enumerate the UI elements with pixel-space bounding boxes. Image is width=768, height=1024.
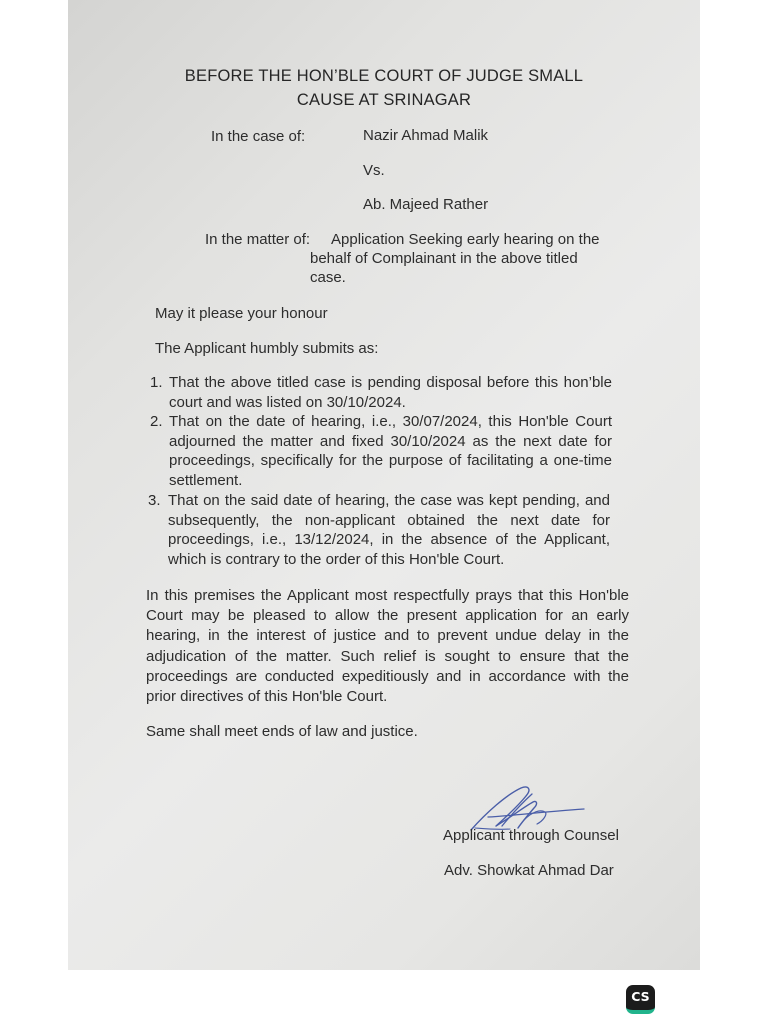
prayer-paragraph: In this premises the Applicant most respectfully prays that this Hon'ble Court may be pleased to allow the present application for an early hearing, in the interest of justice and to prevent undue delay in the adjudication of the matter. Such relief is sought to ensure that the proceedings are conducted expeditiously and in accordance with the prior directives of this Hon'ble Court. <box>146 587 629 706</box>
counsel-name: Adv. Showkat Ahmad Dar <box>444 862 614 879</box>
list-number: 2. <box>150 413 163 430</box>
list-text: That on the said date of hearing, the case was kept pending, and subsequently, the non-applicant obtained the next date for proceedings, i.e., 13/12/2024, in the absence of the Applicant, which is contrary to the order of this Hon'ble Court. <box>168 492 610 568</box>
list-number: 3. <box>148 492 161 509</box>
case-label: In the case of: <box>211 128 306 145</box>
versus-label: Vs. <box>363 162 385 179</box>
matter-line-2: behalf of Complainant in the above titled <box>310 250 578 267</box>
respondent-name: Ab. Majeed Rather <box>363 196 489 213</box>
list-number: 1. <box>150 374 163 391</box>
matter-line-1: Application Seeking early hearing on the <box>331 231 600 248</box>
matter-label: In the matter of: <box>205 231 311 248</box>
sign-label: Applicant through Counsel <box>443 827 619 844</box>
salutation: May it please your honour <box>155 305 328 322</box>
camscanner-logo-text: CS <box>631 989 650 1004</box>
list-text: That the above titled case is pending disposal before this hon’ble court and was listed on 30/10/2024. <box>169 374 612 411</box>
closing-line: Same shall meet ends of law and justice. <box>146 723 418 740</box>
camscanner-logo <box>626 985 655 1014</box>
court-title-line-1: BEFORE THE HON’BLE COURT OF JUDGE SMALL <box>184 67 584 85</box>
list-text: That on the date of hearing, i.e., 30/07/2024, this Hon'ble Court adjourned the matter and fixed 30/10/2024 as the next date for proceedings, specifically for the purpose of facilitating a one-time settlement. <box>169 413 612 489</box>
matter-line-3: case. <box>310 269 346 286</box>
document-page <box>68 0 700 970</box>
petitioner-name: Nazir Ahmad Malik <box>363 127 489 144</box>
intro-text: The Applicant humbly submits as: <box>155 340 379 357</box>
court-title-line-2: CAUSE AT SRINAGAR <box>296 91 472 109</box>
